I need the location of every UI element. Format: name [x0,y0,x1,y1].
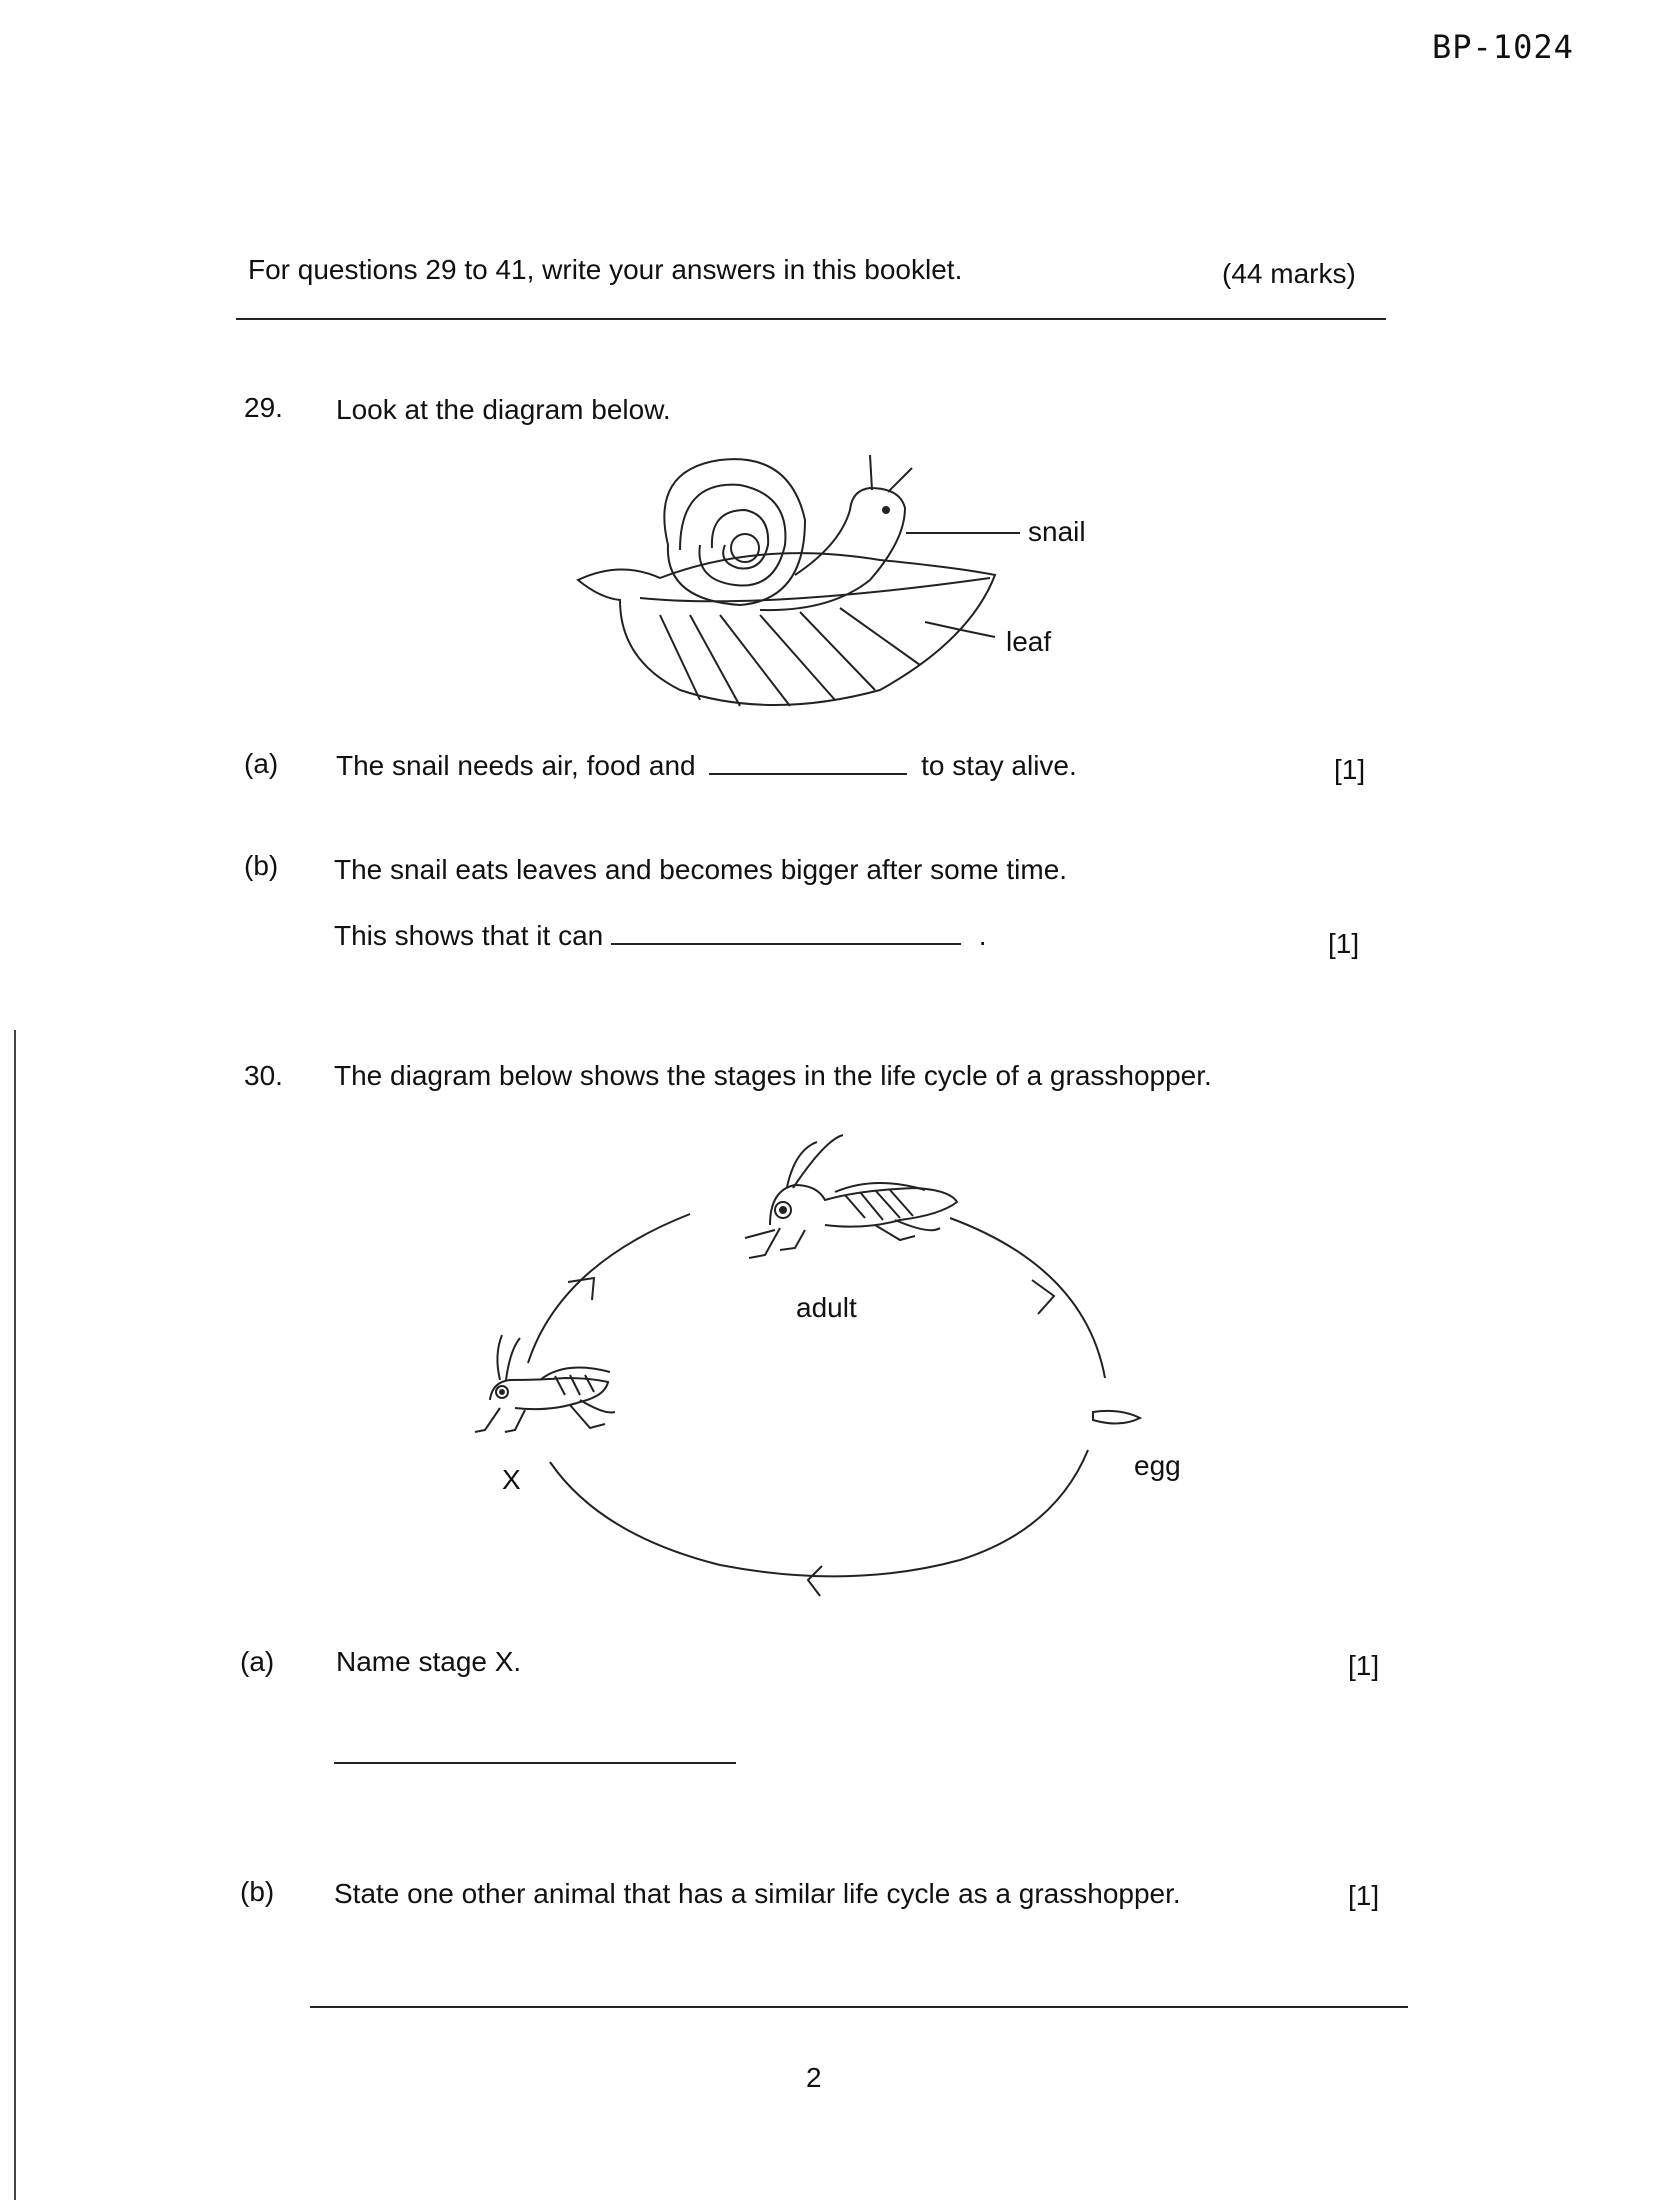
q30b-marks: [1] [1348,1880,1380,1911]
q30-number: 30. [244,1060,283,1091]
q29a-text-after: to stay alive. [921,750,1077,781]
q29b-line2-before: This shows that it can [334,920,604,951]
snail-label: snail [1028,516,1086,547]
q29b-text: The snail eats leaves and becomes bigger after some time. [334,854,1068,885]
q29b-line2-after: . [978,920,987,951]
instructions-text: For questions 29 to 41, write your answers in this booklet. [248,254,963,285]
q29a-label: (a) [244,748,279,779]
q29a-marks: [1] [1334,754,1366,785]
egg-label: egg [1134,1450,1181,1481]
q30a-text: Name stage X. [336,1646,522,1677]
q29b-label: (b) [244,850,279,881]
document-code: BP-1024 [1432,28,1574,66]
leaf-label: leaf [1006,626,1052,657]
q30a-answer-line[interactable] [334,1762,736,1764]
q29a-text-before: The snail needs air, food and [336,750,696,781]
q30a-label: (a) [240,1646,275,1677]
stage-x-label: X [502,1464,521,1495]
instructions-marks: (44 marks) [1222,258,1356,289]
q30-prompt: The diagram below shows the stages in the life cycle of a grasshopper. [334,1060,1212,1091]
q30b-text: State one other animal that has a similar life cycle as a grasshopper. [334,1878,1181,1909]
q29b-marks: [1] [1328,928,1360,959]
adult-label: adult [796,1292,857,1323]
q29-prompt: Look at the diagram below. [336,394,671,425]
q30a-marks: [1] [1348,1650,1380,1681]
scan-edge-line [14,1030,16,2200]
q30b-answer-line[interactable] [310,2006,1408,2008]
page-number: 2 [806,2062,822,2093]
q29-number: 29. [244,392,283,423]
q30b-label: (b) [240,1876,275,1907]
